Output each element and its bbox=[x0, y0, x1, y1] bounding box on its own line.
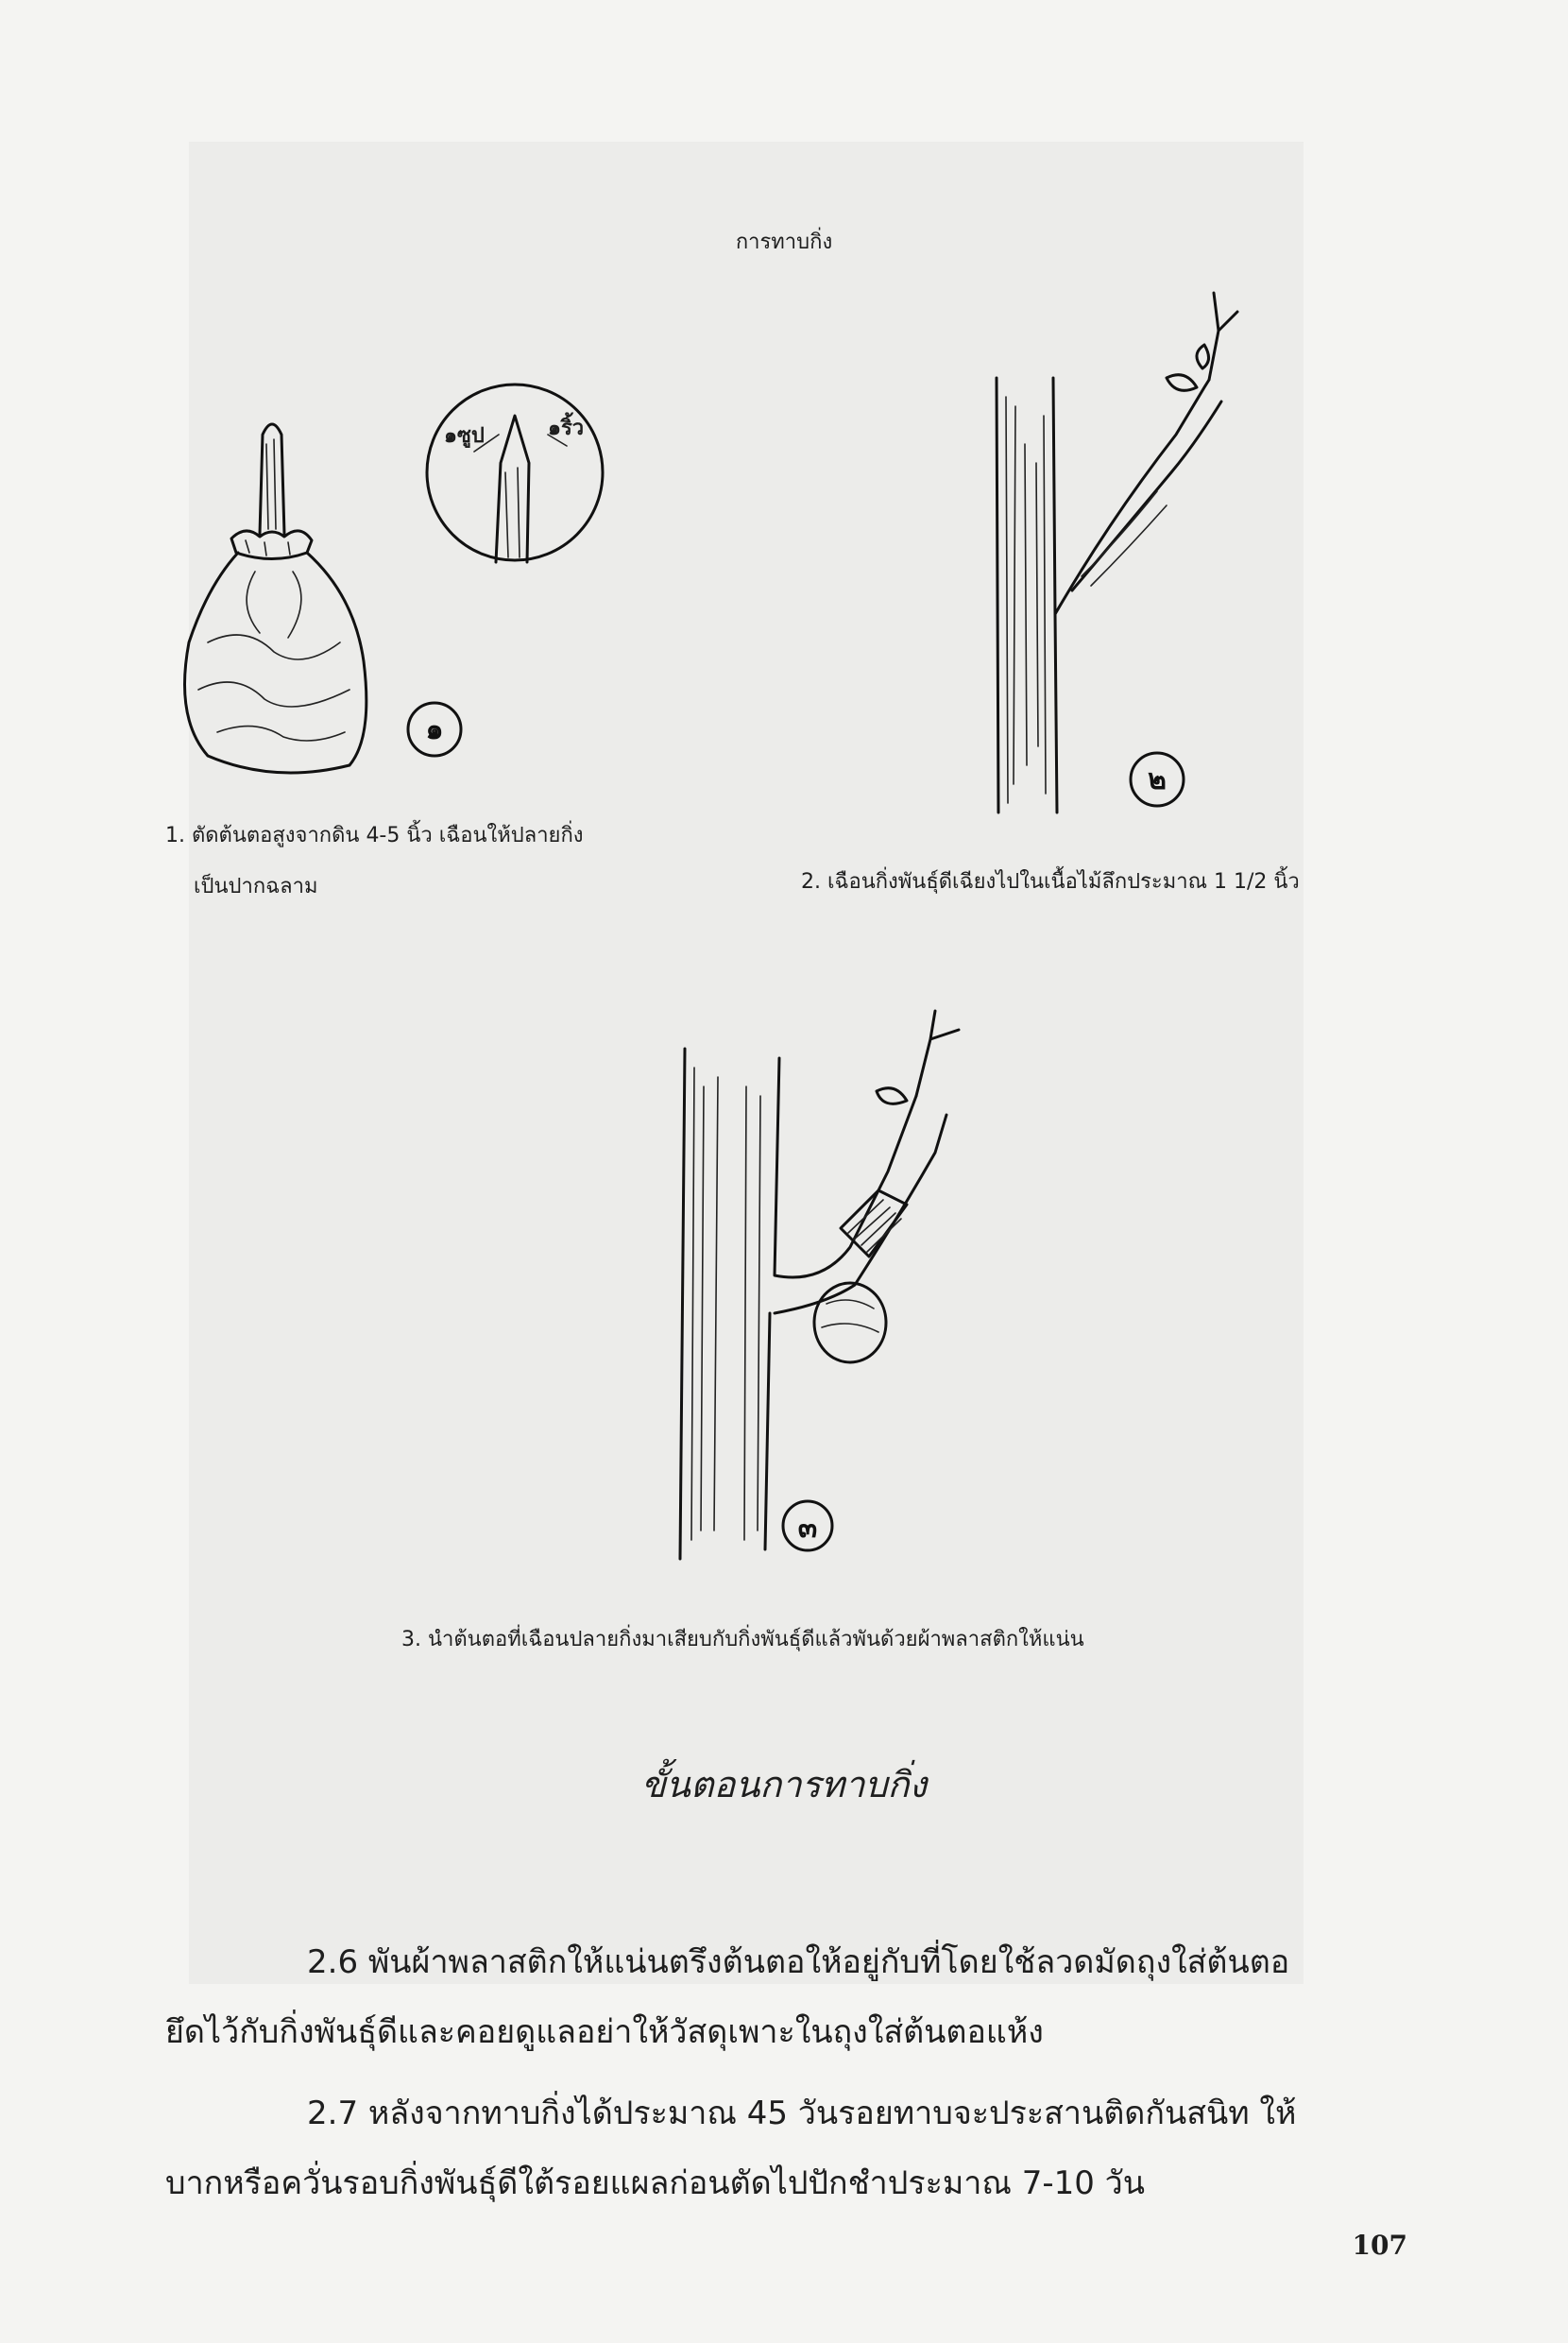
figure-2-caption: 2. เฉือนกิ่งพันธุ์ดีเฉียงไปในเนื้อไม้ลึกประมาณ 1 1/2 นิ้ว bbox=[801, 870, 1300, 894]
figure-3-caption: 3. นำต้นตอที่เฉือนปลายกิ่งมาเสียบกับกิ่งพันธุ์ดีแล้วพันด้วยผ้าพลาสติกให้แน่น bbox=[401, 1628, 1084, 1651]
page-number: 107 bbox=[1352, 2230, 1407, 2261]
paragraph-2-7-line1: 2.7 หลังจากทาบกิ่งได้ประมาณ 45 วันรอยทาบจะประสานติดกันสนิท ให้ bbox=[307, 2095, 1297, 2132]
figure-1-inset-label-right: ๑ริ้ว bbox=[548, 417, 585, 440]
figure-1-number: ๑ bbox=[425, 713, 444, 746]
paragraph-2-6-line2: ยึดไว้กับกิ่งพันธุ์ดีและคอยดูแลอย่าให้วัสดุเพาะในถุงใส่ต้นตอแห้ง bbox=[165, 2013, 1044, 2051]
figure-2-drawing bbox=[978, 274, 1374, 822]
figure-1-inset-label-left: ๑ซูป bbox=[444, 424, 485, 448]
paragraph-2-6 bbox=[165, 1927, 1407, 2067]
figure-1-inset bbox=[406, 378, 623, 567]
figure-3-number: ๓ bbox=[797, 1512, 818, 1545]
figure-2-number-text bbox=[1131, 759, 1184, 800]
figure-1-number-text bbox=[408, 709, 461, 750]
figure-title: การทาบกิ่ง bbox=[735, 231, 833, 254]
paragraph-2-7 bbox=[165, 2078, 1407, 2218]
paragraph-2-7-line2: บากหรือควั่นรอบกิ่งพันธุ์ดีใต้รอยแผลก่อนตัดไปปักชำประมาณ 7-10 วัน bbox=[165, 2164, 1146, 2202]
figure-1-caption-line1: 1. ตัดต้นตอสูงจากดิน 4-5 นิ้ว เฉือนให้ปลายกิ่ง bbox=[165, 824, 584, 847]
figure-3-drawing bbox=[652, 1001, 1030, 1568]
figure-2-number: ๒ bbox=[1148, 763, 1167, 796]
figure-1-caption-line2: เป็นปากฉลาม bbox=[194, 875, 318, 898]
figure-3-number-text bbox=[781, 1507, 834, 1548]
paragraph-2-6-line1: 2.6 พันผ้าพลาสติกให้แน่นตรึงต้นตอให้อยู่กับที่โดยใช้ลวดมัดถุงใส่ต้นตอ bbox=[307, 1943, 1290, 1981]
section-heading: ขั้นตอนการทาบกิ่ง bbox=[640, 1764, 928, 1805]
